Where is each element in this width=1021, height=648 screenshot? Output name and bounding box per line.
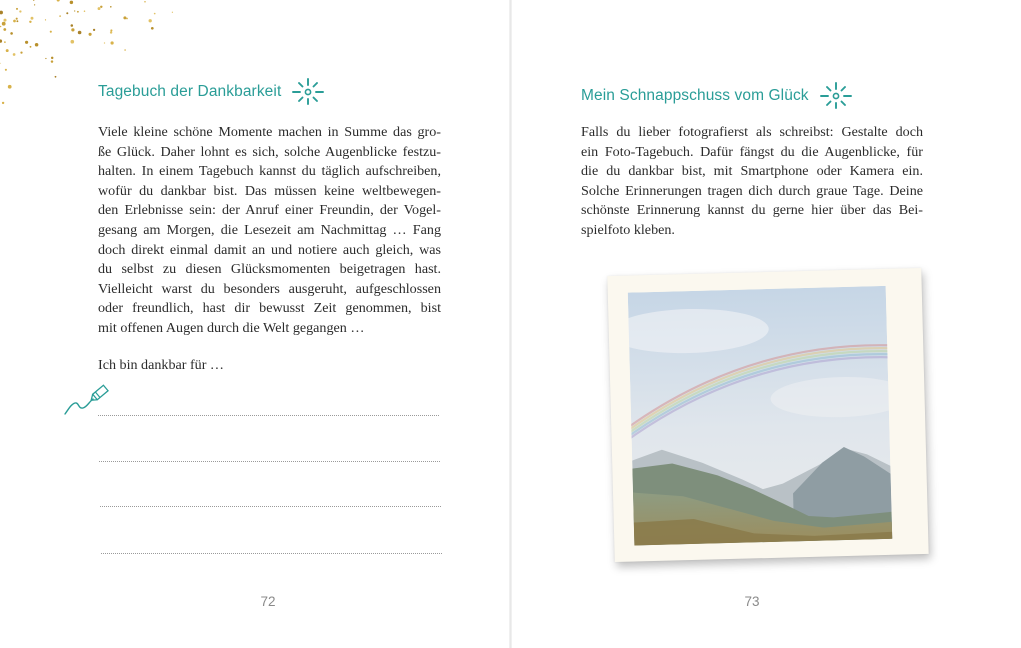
text-line: halten. In einem Tagebuch kannst du täglich aufschreiben,	[98, 163, 441, 180]
confetti-dot	[13, 53, 16, 56]
writing-line[interactable]	[98, 415, 439, 416]
confetti-dot	[172, 12, 173, 13]
text-line: Viele kleine schöne Momente machen in Summe das gro-	[98, 124, 441, 140]
text-line: gesang am Morgen, die Lesezeit am Nachmittag … Fang	[98, 221, 441, 238]
confetti-dot	[5, 69, 7, 71]
confetti-dot	[98, 7, 101, 10]
pencil-icon	[62, 380, 112, 418]
confetti-dot	[6, 49, 9, 52]
photo-frame	[607, 268, 928, 562]
text-line: Falls du lieber fotografierst als schreibst: Gestalte doch	[581, 124, 923, 140]
confetti-dot	[71, 40, 75, 44]
confetti-dot	[29, 21, 31, 23]
text-line: ße Glück. Daher lohnt es sich, solche Augenblicke festzu-	[98, 143, 441, 160]
confetti-dot	[57, 0, 60, 2]
left-body-text	[98, 123, 441, 339]
page-number: 72	[260, 594, 276, 609]
confetti-dot	[45, 58, 46, 59]
text-line: wofür du dankbar bist. Das müssen keine weltbewegen-	[98, 182, 441, 199]
confetti-dot	[35, 43, 39, 47]
gratitude-prompt: Ich bin dankbar für …	[98, 357, 225, 373]
confetti-dot	[8, 85, 12, 89]
confetti-dot	[3, 28, 6, 31]
confetti-dot	[45, 19, 46, 20]
confetti-dot	[93, 29, 95, 31]
confetti-dot	[110, 29, 112, 31]
confetti-dot	[51, 57, 53, 59]
confetti-dot	[154, 13, 156, 15]
confetti-dot	[2, 22, 6, 26]
left-page	[0, 0, 510, 648]
confetti-dot	[4, 41, 6, 43]
confetti-dot	[10, 32, 13, 35]
text-line: Vielleicht warst du besonders ausgeruht, aufgeschlossen	[98, 280, 441, 297]
confetti-dot	[3, 19, 6, 22]
confetti-dot	[0, 26, 1, 28]
confetti-dot	[84, 10, 86, 12]
text-line: ein Foto-Tagebuch. Dafür fängst du die Augenblicke, für	[581, 143, 923, 160]
confetti-dot	[149, 19, 152, 22]
confetti-dot	[71, 28, 74, 31]
sun-burst-icon	[819, 80, 853, 112]
confetti-dot	[144, 1, 146, 3]
confetti-dot	[59, 15, 61, 17]
confetti-dot	[0, 11, 3, 15]
confetti-dot	[74, 10, 75, 11]
confetti-dot	[78, 31, 82, 35]
confetti-dot	[71, 24, 74, 27]
text-line: oder freundlich, hast dir bewusst Zeit genommen, bist	[98, 300, 441, 317]
confetti-dot	[50, 31, 52, 33]
confetti-dot	[13, 20, 16, 23]
rainbow-over-mountains-photo	[628, 286, 893, 546]
writing-line[interactable]	[99, 461, 440, 462]
confetti-dot	[0, 63, 1, 64]
confetti-dot	[51, 60, 53, 62]
right-body-text	[581, 123, 923, 241]
writing-line[interactable]	[101, 553, 442, 554]
confetti-dot	[34, 4, 35, 5]
confetti-dot	[30, 46, 32, 48]
confetti-dot	[151, 27, 154, 30]
text-line: Solche Erinnerungen tragen dich durch graue Tage. Deine	[581, 182, 923, 199]
confetti-dot	[25, 41, 28, 44]
writing-line[interactable]	[100, 506, 441, 507]
confetti-dot	[124, 49, 126, 51]
text-line: den Erlebnisse sein: der Anruf einer Freundin, der Vogel-	[98, 202, 441, 219]
text-line: schönste Erinnerung kannst du gerne hier über das Bei-	[581, 202, 923, 219]
right-page-heading: Mein Schnappschuss vom Glück	[581, 87, 809, 104]
confetti-dot	[16, 18, 18, 20]
confetti-dot	[77, 11, 79, 13]
confetti-dot	[20, 51, 22, 53]
confetti-dot	[2, 102, 4, 104]
text-line: du selbst zu diesen Glücksmomenten beigetragen hast.	[98, 261, 441, 278]
text-line: spielfoto kleben.	[581, 221, 675, 238]
confetti-dot	[110, 6, 112, 8]
confetti-dot	[110, 31, 112, 33]
confetti-dot	[111, 41, 114, 44]
page-number: 73	[744, 594, 760, 609]
text-line: doch direkt einmal damit an und notiere auch gleich, was	[98, 241, 441, 258]
confetti-dot	[33, 0, 34, 1]
text-line: mit offenen Augen durch die Welt gegangen …	[98, 319, 365, 336]
confetti-dot	[123, 16, 126, 19]
confetti-dot	[55, 76, 57, 78]
confetti-dot	[16, 8, 18, 10]
confetti-dot	[100, 6, 102, 8]
text-line: die du dankbar bist, mit Smartphone oder Kamera ein.	[581, 163, 923, 180]
left-page-heading: Tagebuch der Dankbarkeit	[98, 83, 282, 100]
confetti-dot	[66, 12, 68, 14]
confetti-dot	[16, 20, 18, 22]
confetti-dot	[104, 42, 105, 43]
confetti-dot	[70, 1, 73, 4]
confetti-dot	[0, 39, 2, 42]
confetti-dot	[31, 17, 34, 20]
confetti-dot	[89, 33, 92, 36]
sun-burst-icon	[291, 76, 325, 108]
confetti-dot	[19, 10, 21, 12]
left-heading-row	[98, 76, 325, 108]
right-heading-row	[581, 80, 853, 112]
gold-confetti-decoration	[0, 0, 210, 135]
